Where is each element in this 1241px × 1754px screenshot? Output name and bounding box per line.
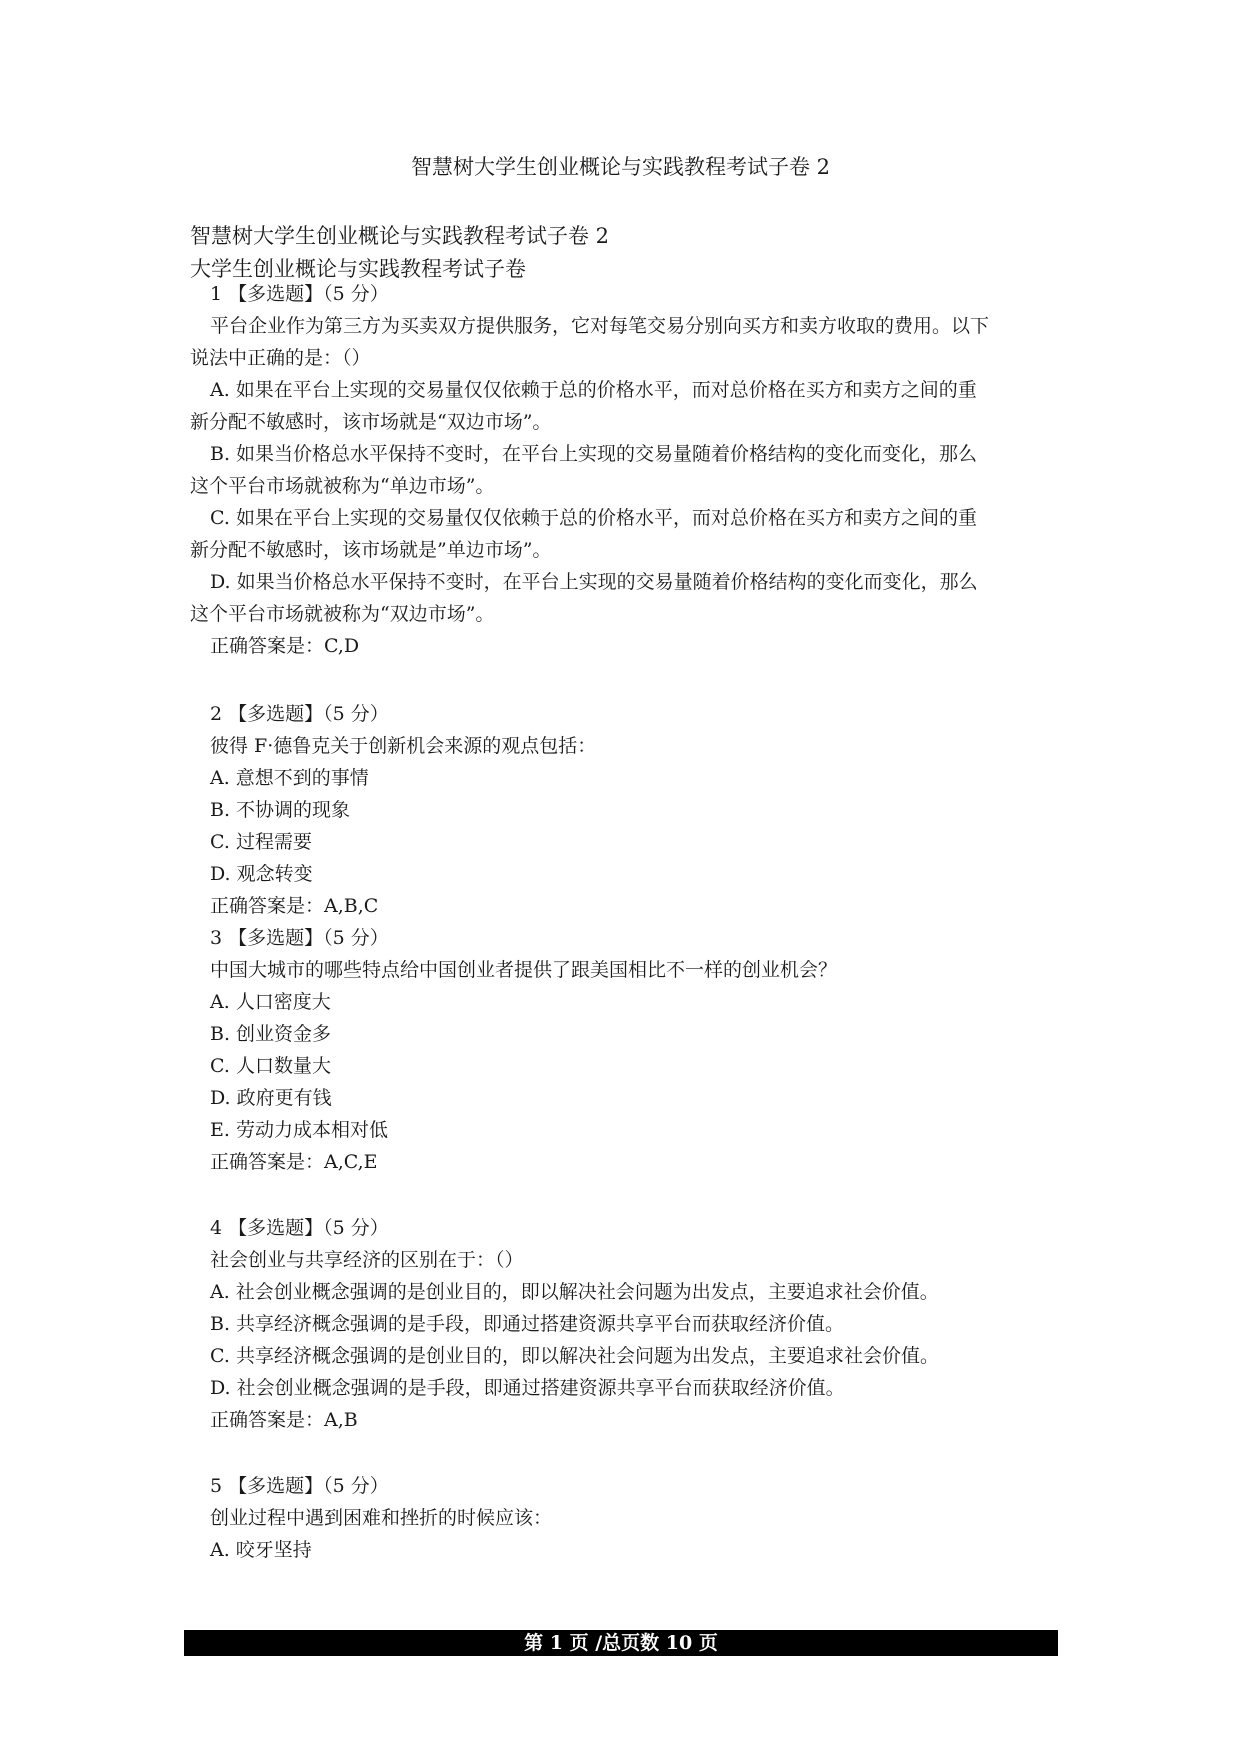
option-b: B. 如果当价格总水平保持不变时，在平台上实现的交易量随着价格结构的变化而变化，那么 [210, 443, 978, 465]
option-b: B. 不协调的现象 [210, 799, 351, 821]
question-stem: 彼得 F·德鲁克关于创新机会来源的观点包括： [210, 735, 597, 757]
option-c: 新分配不敏感时，该市场就是”单边市场”。 [190, 539, 552, 561]
option-b: 这个平台市场就被称为“单边市场”。 [190, 475, 495, 497]
question-stem: 社会创业与共享经济的区别在于：（） [210, 1249, 524, 1271]
option-a: A. 社会创业概念强调的是创业目的，即以解决社会问题为出发点，主要追求社会价值。 [210, 1281, 939, 1303]
option-d: D. 社会创业概念强调的是手段，即通过搭建资源共享平台而获取经济价值。 [210, 1377, 845, 1399]
question-header: 2 【多选题】（5 分） [210, 703, 389, 725]
option-e: E. 劳动力成本相对低 [210, 1119, 388, 1141]
document-title: 智慧树大学生创业概论与实践教程考试子卷 2 [410, 155, 831, 179]
option-a: A. 意想不到的事情 [210, 767, 369, 789]
option-c: C. 共享经济概念强调的是创业目的，即以解决社会问题为出发点，主要追求社会价值。 [210, 1345, 939, 1367]
option-a: A. 人口密度大 [210, 991, 331, 1013]
question-header: 1 【多选题】（5 分） [210, 283, 389, 305]
page-footer [184, 1630, 1058, 1656]
question-stem: 中国大城市的哪些特点给中国创业者提供了跟美国相比不一样的创业机会？ [210, 959, 838, 981]
answer-text: 正确答案是：A,B,C [210, 895, 379, 917]
question-stem: 说法中正确的是：（） [190, 347, 371, 369]
document-subtitle: 智慧树大学生创业概论与实践教程考试子卷 2 [190, 224, 610, 248]
option-c: C. 人口数量大 [210, 1055, 331, 1077]
option-a: 新分配不敏感时，该市场就是“双边市场”。 [190, 411, 552, 433]
option-c: C. 过程需要 [210, 831, 312, 853]
option-d: 这个平台市场就被称为“双边市场”。 [190, 603, 495, 625]
option-b: B. 创业资金多 [210, 1023, 332, 1045]
question-header: 5 【多选题】（5 分） [210, 1475, 389, 1497]
question-header: 4 【多选题】（5 分） [210, 1217, 389, 1239]
answer-text: 正确答案是：A,C,E [210, 1151, 378, 1173]
answer-text: 正确答案是：A,B [210, 1409, 358, 1431]
question-stem: 创业过程中遇到困难和挫折的时候应该： [210, 1507, 553, 1529]
question-header: 3 【多选题】（5 分） [210, 927, 389, 949]
option-a: A. 如果在平台上实现的交易量仅仅依赖于总的价格水平，而对总价格在买方和卖方之间的重 [210, 379, 977, 401]
option-c: C. 如果在平台上实现的交易量仅仅依赖于总的价格水平，而对总价格在买方和卖方之间的重 [210, 507, 977, 529]
option-b: B. 共享经济概念强调的是手段，即通过搭建资源共享平台而获取经济价值。 [210, 1313, 845, 1335]
document-subtitle: 大学生创业概论与实践教程考试子卷 [190, 257, 526, 281]
page-number: 第 1 页 /总页数 10 页 [524, 1632, 718, 1654]
option-d: D. 政府更有钱 [210, 1087, 332, 1109]
option-d: D. 观念转变 [210, 863, 313, 885]
question-stem: 平台企业作为第三方为买卖双方提供服务，它对每笔交易分别向买方和卖方收取的费用。以下 [210, 315, 990, 337]
option-d: D. 如果当价格总水平保持不变时，在平台上实现的交易量随着价格结构的变化而变化，那么 [210, 571, 978, 593]
document-header [190, 220, 1070, 286]
option-a: A. 咬牙坚持 [210, 1539, 312, 1561]
answer-text: 正确答案是：C,D [210, 635, 360, 657]
